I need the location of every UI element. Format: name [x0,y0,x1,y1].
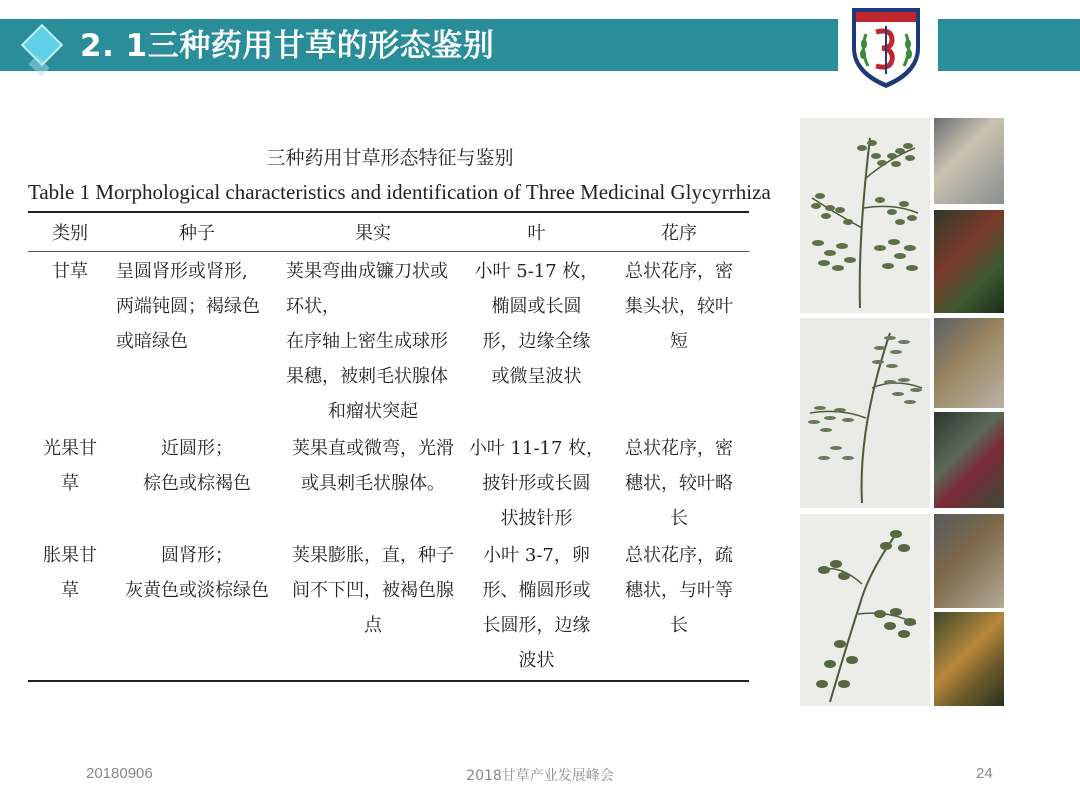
cell-line: 棕色或棕褐色 [143,473,251,494]
cell-line: 集头状，较叶 [625,296,733,317]
footer-date: 20180906 [86,765,153,782]
column-header: 果实 [282,212,464,252]
seed-cell [112,429,282,536]
cell-line: 胀果甘 [43,545,97,566]
leaf-cell [464,536,609,681]
cell-line: 小叶 11-17 枚， [468,438,605,459]
cell-line: 和瘤状突起 [328,401,418,422]
morphology-table [28,211,749,682]
cell-line: 或微呈波状 [491,366,582,387]
cell-line: 椭圆或长圆 [491,296,582,317]
cell-line: 呈圆肾形或肾形, [116,261,248,282]
column-header: 类别 [28,212,112,252]
category-cell [28,252,112,430]
cell-line: 波状 [518,650,555,671]
cell-line: 总状花序，疏 [625,545,733,566]
cell-line: 长圆形，边缘 [482,615,591,636]
cell-line: 灰黄色或淡棕绿色 [125,580,269,601]
fruit-cell [282,252,464,430]
cell-line: 小叶 5-17 枚， [474,261,599,282]
cell-line: 点 [364,615,382,636]
specimen-photo-7 [800,514,930,706]
cell-line: 长 [670,508,688,529]
cell-line: 短 [670,331,688,352]
seed-cell [112,536,282,681]
cell-line: 形、椭圆形或 [482,580,591,601]
cell-line: 光果甘 [43,438,97,459]
header-band-right [938,19,1080,71]
specimen-photo-panel [800,118,1004,706]
inflorescence-cell [609,429,749,536]
cell-line: 或暗绿色 [116,331,188,352]
slide-title: 2. 1三种药用甘草的形态鉴别 [80,28,495,64]
cell-line: 甘草 [52,261,88,282]
specimen-photo-8 [934,514,1004,608]
cell-line: 披针形或长圆 [482,473,591,494]
cell-line: 荚果膨胀，直，种子 [292,545,454,566]
footer-page-number: 24 [976,765,993,782]
specimen-photo-4 [800,318,930,508]
footer-event: 2018甘草产业发展峰会 [466,768,614,784]
inflorescence-cell [609,536,749,681]
cell-line: 果穗，被刺毛状腺体 [286,366,448,387]
table-row [28,429,749,536]
column-header: 花序 [609,212,749,252]
specimen-photo-5 [934,318,1004,408]
cell-line: 草 [61,473,79,494]
cell-line: 小叶 3-7，卵 [483,545,590,566]
category-cell [28,536,112,681]
cell-line: 长 [670,615,688,636]
specimen-photo-1 [800,118,930,313]
column-header: 叶 [464,212,609,252]
logo-icon [846,4,926,90]
cell-line: 总状花序，密 [625,438,733,459]
seed-cell [112,252,282,430]
cell-line: 形，边缘全缘 [482,331,591,352]
cell-line: 圆肾形； [161,545,233,566]
inflorescence-cell [609,252,749,430]
cell-line: 荚果弯曲成镰刀状或 [286,261,448,282]
table-row [28,252,749,430]
cell-line: 草 [61,580,79,601]
cell-line: 状披针形 [500,508,573,529]
leaf-cell [464,429,609,536]
table-caption-en: Table 1 Morphological characteristics and identification of Three Medicinal Glycyrrhiza [28,180,771,204]
fruit-cell [282,429,464,536]
specimen-photo-6 [934,412,1004,508]
cell-line: 环状， [286,296,340,317]
cell-line: 两端钝圆；褐绿色 [116,296,260,317]
specimen-photo-2 [934,118,1004,204]
cell-line: 荚果直或微弯，光滑 [292,438,454,459]
specimen-photo-3 [934,210,1004,313]
category-cell [28,429,112,536]
cell-line: 在序轴上密生成球形 [286,331,448,352]
cell-line: 近圆形； [161,438,233,459]
fruit-cell [282,536,464,681]
specimen-photo-9 [934,612,1004,706]
cell-line: 或具刺毛状腺体。 [301,473,445,494]
table-row [28,536,749,681]
cell-line: 间不下凹，被褐色腺 [292,580,454,601]
table-caption-cn: 三种药用甘草形态特征与鉴别 [266,147,514,169]
table-header-row [28,212,749,252]
column-header: 种子 [112,212,282,252]
leaf-cell [464,252,609,430]
cell-line: 穗状，与叶等 [625,580,733,601]
cell-line: 穗状，较叶略 [625,473,733,494]
cell-line: 总状花序，密 [625,261,733,282]
